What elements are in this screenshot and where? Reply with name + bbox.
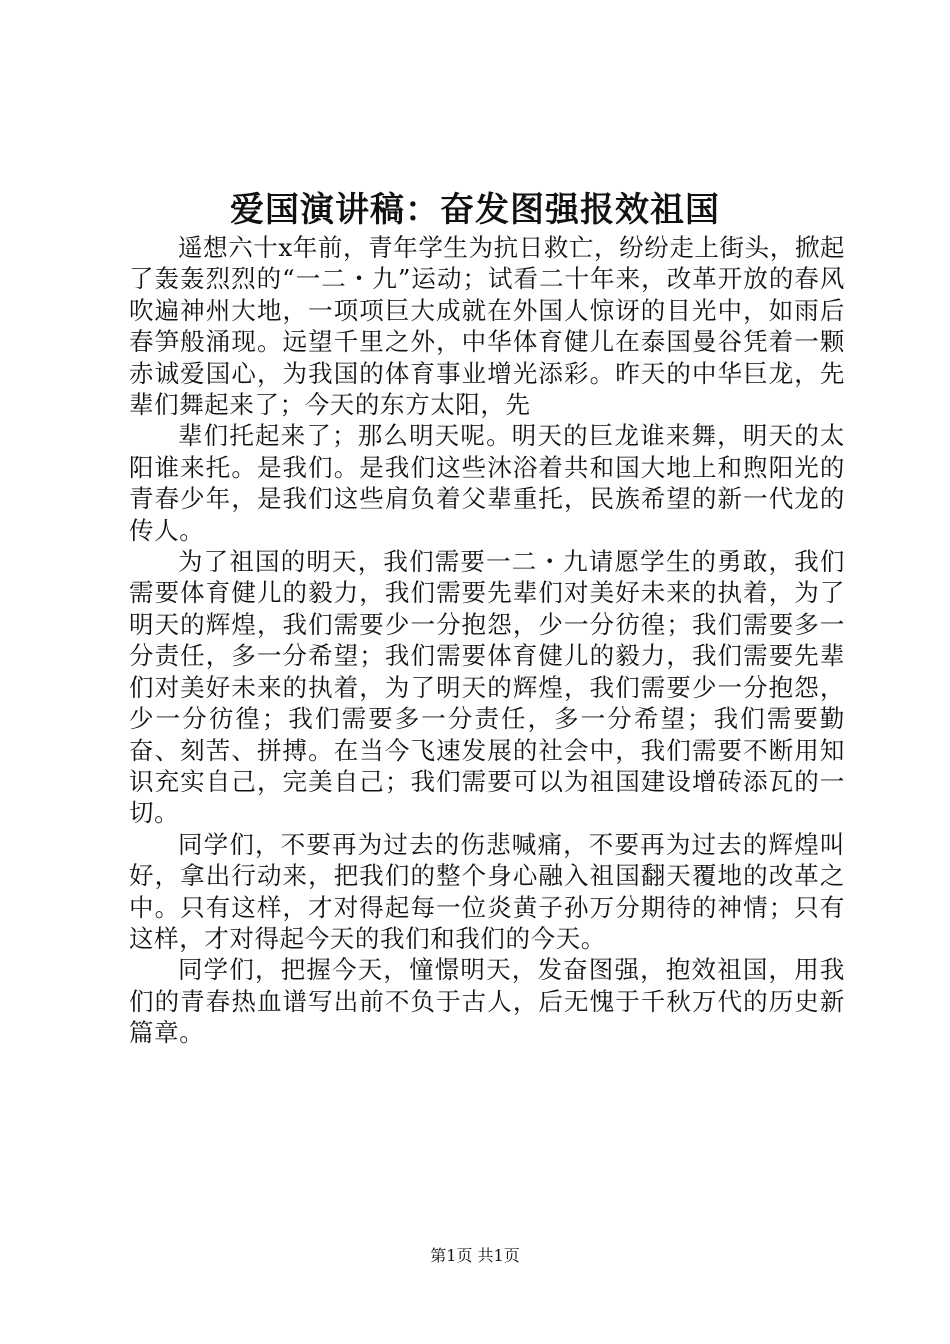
page-title: 爱国演讲稿：奋发图强报效祖国	[230, 190, 720, 230]
page-number-footer: 第1页 共1页	[430, 1246, 520, 1265]
document-body	[129, 232, 845, 1049]
paragraph-3: 为了祖国的明天，我们需要一二・九请愿学生的勇敢，我们需要体育健儿的毅力，我们需要先辈们对美好未来的执着，为了明天的辉煌，我们需要少一分抱怨，少一分彷徨；我们需要多一分责任，多一分希望；我们需要体育健儿的毅力，我们需要先辈们对美好未来的执着，为了明天的辉煌，我们需要少一分抱怨，少一分彷徨；我们需要多一分责任，多一分希望；我们需要勤奋、刻苦、拼搏。在当今飞速发展的社会中，我们需要不断用知识充实自己，完美自己；我们需要可以为祖国建设增砖添瓦的一切。	[129, 547, 845, 828]
paragraph-4: 同学们，不要再为过去的伤悲喊痛，不要再为过去的辉煌叫好，拿出行动来，把我们的整个身心融入祖国翻天覆地的改革之中。只有这样，才对得起每一位炎黄子孙万分期待的神情；只有这样，才对得起今天的我们和我们的今天。	[129, 829, 845, 953]
paragraph-2: 辈们托起来了；那么明天呢。明天的巨龙谁来舞，明天的太阳谁来托。是我们。是我们这些沐浴着共和国大地上和煦阳光的青春少年，是我们这些肩负着父辈重托，民族希望的新一代龙的传人。	[129, 421, 845, 545]
paragraph-1: 遥想六十x年前，青年学生为抗日救亡，纷纷走上街头，掀起了轰轰烈烈的“一二・九”运动；试看二十年来，改革开放的春风吹遍神州大地，一项项巨大成就在外国人惊讶的目光中，如雨后春笋般涌现。远望千里之外，中华体育健儿在泰国曼谷凭着一颗赤诚爱国心，为我国的体育事业增光添彩。昨天的中华巨龙，先辈们舞起来了；今天的东方太阳，先	[129, 233, 846, 420]
paragraph-5: 同学们，把握今天，憧憬明天，发奋图强，抱效祖国，用我们的青春热血谱写出前不负于古人，后无愧于千秋万代的历史新篇章。	[129, 955, 845, 1048]
